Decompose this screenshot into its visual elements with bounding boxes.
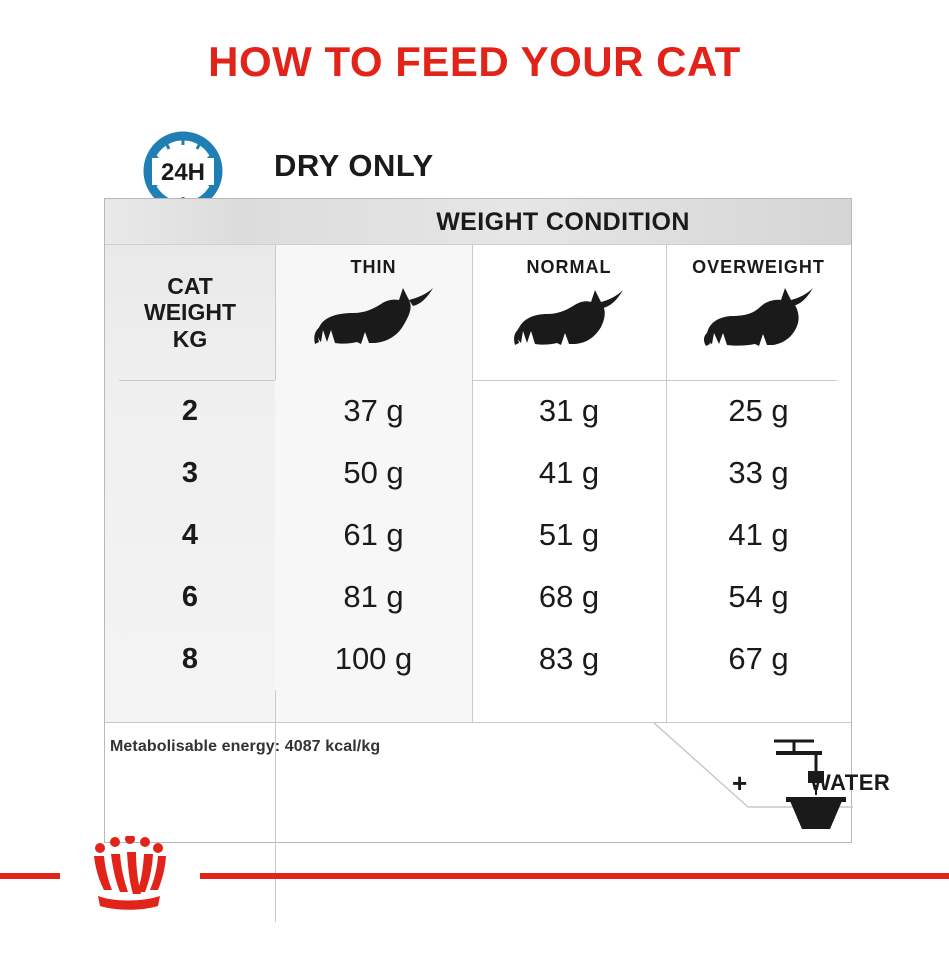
column-header-normal: [472, 245, 666, 380]
cell-thin: 61 g: [275, 504, 472, 566]
cell-overweight: 54 g: [728, 579, 789, 614]
cell-thin: 100 g: [275, 628, 472, 690]
cell-weight: 8: [181, 642, 199, 675]
water-label: WATER: [810, 770, 891, 795]
table-row: [105, 504, 851, 566]
cell-normal: 51 g: [538, 517, 600, 552]
column-header-overweight: [666, 245, 851, 380]
cat-thin-icon: [313, 286, 435, 361]
table-row: [105, 566, 851, 628]
cat-weight-header-line-1: CAT: [167, 272, 213, 299]
cat-weight-header: [105, 245, 275, 380]
svg-text:24H: 24H: [160, 159, 206, 186]
cell-weight: 4: [181, 518, 199, 551]
cell-normal: 41 g: [538, 455, 600, 490]
cell-thin: 81 g: [275, 566, 472, 628]
cat-weight-header-line-2: WEIGHT: [144, 299, 236, 326]
cell-normal: 31 g: [538, 393, 600, 428]
cell-thin: 37 g: [275, 380, 472, 442]
page-title: HOW TO FEED YOUR CAT: [208, 38, 741, 85]
column-label-normal: NORMAL: [526, 257, 612, 277]
feeding-mode-label: DRY ONLY: [274, 148, 434, 183]
table-row: [105, 380, 851, 442]
column-header-thin: [275, 245, 472, 380]
cell-overweight: 33 g: [728, 455, 789, 490]
cell-overweight: 41 g: [728, 517, 789, 552]
cell-overweight: 25 g: [728, 393, 789, 428]
cell-normal: 68 g: [538, 579, 600, 614]
plus-sign: +: [732, 768, 748, 798]
column-label-thin: THIN: [350, 257, 397, 277]
cat-normal-icon: [513, 286, 625, 361]
cell-overweight: 67 g: [728, 641, 789, 676]
royal-canin-crown-icon: [86, 836, 170, 918]
cat-overweight-icon: [703, 286, 815, 361]
cell-weight: 2: [181, 394, 199, 427]
cell-weight: 3: [181, 456, 199, 489]
metabolisable-energy-note: Metabolisable energy: 4087 kcal/kg: [110, 738, 381, 755]
weight-condition-header: WEIGHT CONDITION: [436, 207, 690, 236]
cell-weight: 6: [181, 580, 199, 613]
cat-weight-header-line-3: KG: [172, 325, 208, 352]
cell-normal: 83 g: [538, 641, 600, 676]
table-body: [105, 380, 851, 690]
table-row: [105, 628, 851, 690]
cell-thin: 50 g: [275, 442, 472, 504]
table-row: [105, 442, 851, 504]
column-label-overweight: OVERWEIGHT: [692, 257, 825, 277]
